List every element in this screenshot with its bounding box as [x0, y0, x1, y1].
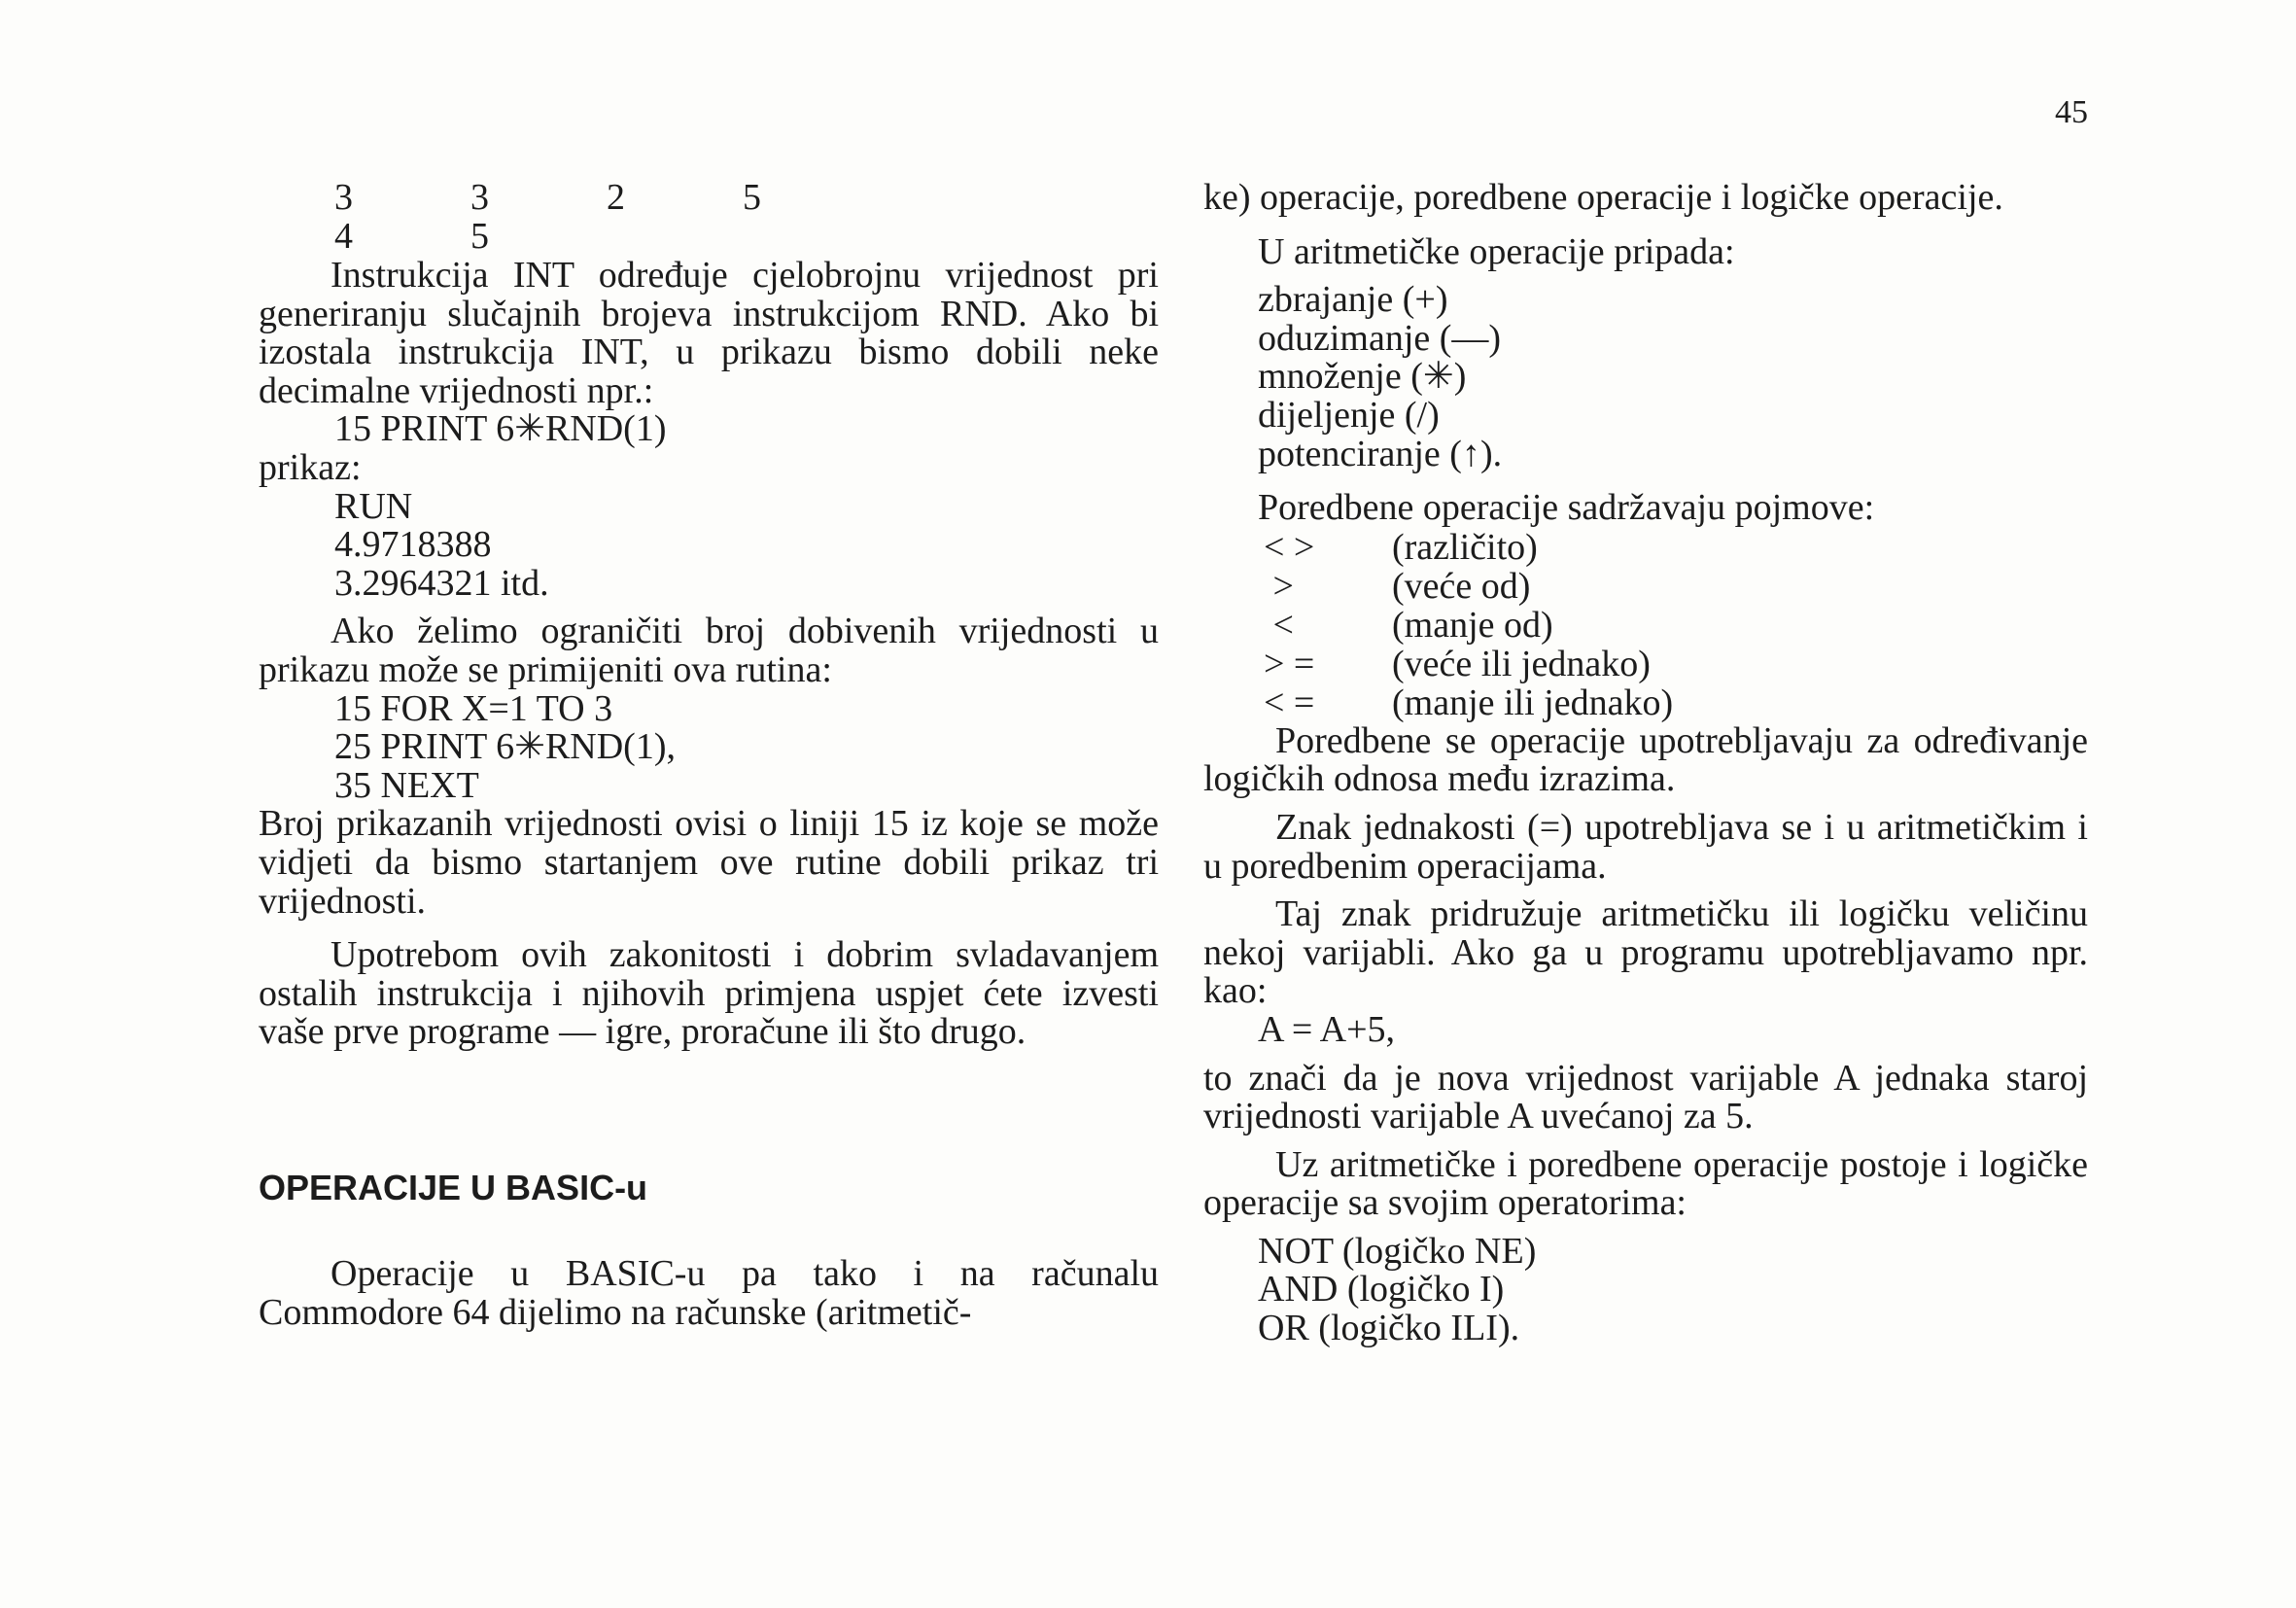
example-expression: A = A+5,: [1258, 1008, 1396, 1050]
paragraph-logic-intro: Uz aritmetičke i poredbene operacije postoje i logičke operacije sa svojim operatorima:: [1203, 1143, 2088, 1224]
paragraph-operations-intro: Operacije u BASIC-u pa tako i na računalu Commodore 64 dijelimo na računske (aritmetič-: [259, 1253, 1159, 1334]
comparison-row: [1203, 683, 2088, 722]
logic-item: AND (logičko I): [1258, 1269, 1505, 1311]
comparison-row: [1203, 606, 2088, 645]
paragraph-comparison-intro: Poredbene operacije sadržavaju pojmove:: [1258, 487, 1875, 529]
arith-item: dijeljenje (/): [1258, 394, 1440, 436]
page-number: 45: [2055, 94, 2088, 130]
paragraph-continuation: ke) operacije, poredbene operacije i logičke operacije.: [1203, 177, 2003, 218]
arith-item: zbrajanje (+): [1258, 279, 1448, 321]
paragraph-comparison-use: Poredbene se operacije upotrebljavaju za određivanje logičkih odnosa među izrazima.: [1203, 719, 2088, 800]
paragraph-conclusion: Upotrebom ovih zakonitosti i dobrim svladavanjem ostalih instrukcija i njihovih primjena uspjet ćete izvesti vaše prve programe — igre, proračune ili što drugo.: [259, 934, 1159, 1053]
paragraph-int-explanation: Instrukcija INT određuje cjelobrojnu vrijednost pri generiranju slučajnih brojeva instrukcijom RND. Ako bi izostala instrukcija INT, u prikazu bismo dobili neke decimalne vrijednosti npr.:: [259, 255, 1159, 411]
output-line: 4.9718388: [334, 524, 492, 566]
comparison-desc: (veće od): [1392, 565, 1531, 607]
comparison-symbol: <: [1264, 604, 1294, 646]
paragraph-arith-intro: U aritmetičke operacije pripada:: [1258, 230, 1735, 272]
comparison-desc: (veće ili jednako): [1392, 643, 1651, 684]
number-cell: 3: [470, 177, 489, 218]
output-line: 3.2964321 itd.: [334, 562, 549, 604]
comparison-desc: (manje ili jednako): [1392, 682, 1674, 723]
comparison-symbol: >: [1264, 565, 1294, 607]
comparison-symbol: < =: [1264, 682, 1315, 723]
number-cell: 5: [470, 216, 489, 257]
comparison-list: [1203, 528, 2088, 722]
code-line: 15 PRINT 6✳RND(1): [334, 408, 667, 450]
comparison-desc: (različito): [1392, 526, 1538, 568]
paragraph-assignment: Taj znak pridružuje aritmetičku ili logičku veličinu nekoj varijabli. Ako ga u programu upotrebljavamo npr. kao:: [1203, 893, 2088, 1012]
comparison-symbol: < >: [1264, 526, 1315, 568]
paragraph-equals-sign: Znak jednakosti (=) upotrebljava se i u aritmetičkim i u poredbenim operacijama.: [1203, 806, 2088, 887]
number-cell: 3: [334, 177, 353, 218]
section-heading: OPERACIJE U BASIC-u: [259, 1167, 648, 1207]
paragraph-meaning: to znači da je nova vrijednost varijable A jednaka staroj vrijednosti varijable A uvećanoj za 5.: [1203, 1057, 2088, 1137]
comparison-row: [1203, 567, 2088, 606]
left-column: [259, 179, 1159, 1333]
comparison-row: [1203, 645, 2088, 683]
code-line: 25 PRINT 6✳RND(1),: [334, 726, 676, 768]
number-rows: [259, 179, 1159, 257]
logic-item: NOT (logičko NE): [1258, 1230, 1537, 1272]
paragraph-routine-intro: Ako želimo ograničiti broj dobivenih vrijednosti u prikazu može se primijeniti ova rutina:: [259, 611, 1159, 690]
right-column: [1203, 179, 2088, 1348]
arith-item: oduzimanje (—): [1258, 317, 1502, 359]
arith-item: množenje (✳): [1258, 356, 1467, 398]
code-line: 15 FOR X=1 TO 3: [334, 687, 613, 729]
number-cell: 4: [334, 216, 353, 257]
comparison-symbol: > =: [1264, 643, 1315, 684]
output-line: RUN: [334, 485, 413, 527]
logic-item: OR (logičko ILI).: [1258, 1308, 1520, 1349]
paragraph-line-15: Broj prikazanih vrijednosti ovisi o liniji 15 iz koje se može vidjeti da bismo startanjem ove rutine dobili prikaz tri vrijednosti.: [259, 803, 1159, 922]
number-cell: 2: [607, 177, 625, 218]
arith-item: potenciranje (↑).: [1258, 433, 1503, 474]
comparison-desc: (manje od): [1392, 604, 1553, 646]
number-cell: 5: [743, 177, 761, 218]
comparison-row: [1203, 528, 2088, 567]
prikaz-label: prikaz:: [259, 446, 362, 488]
code-line: 35 NEXT: [334, 764, 479, 806]
